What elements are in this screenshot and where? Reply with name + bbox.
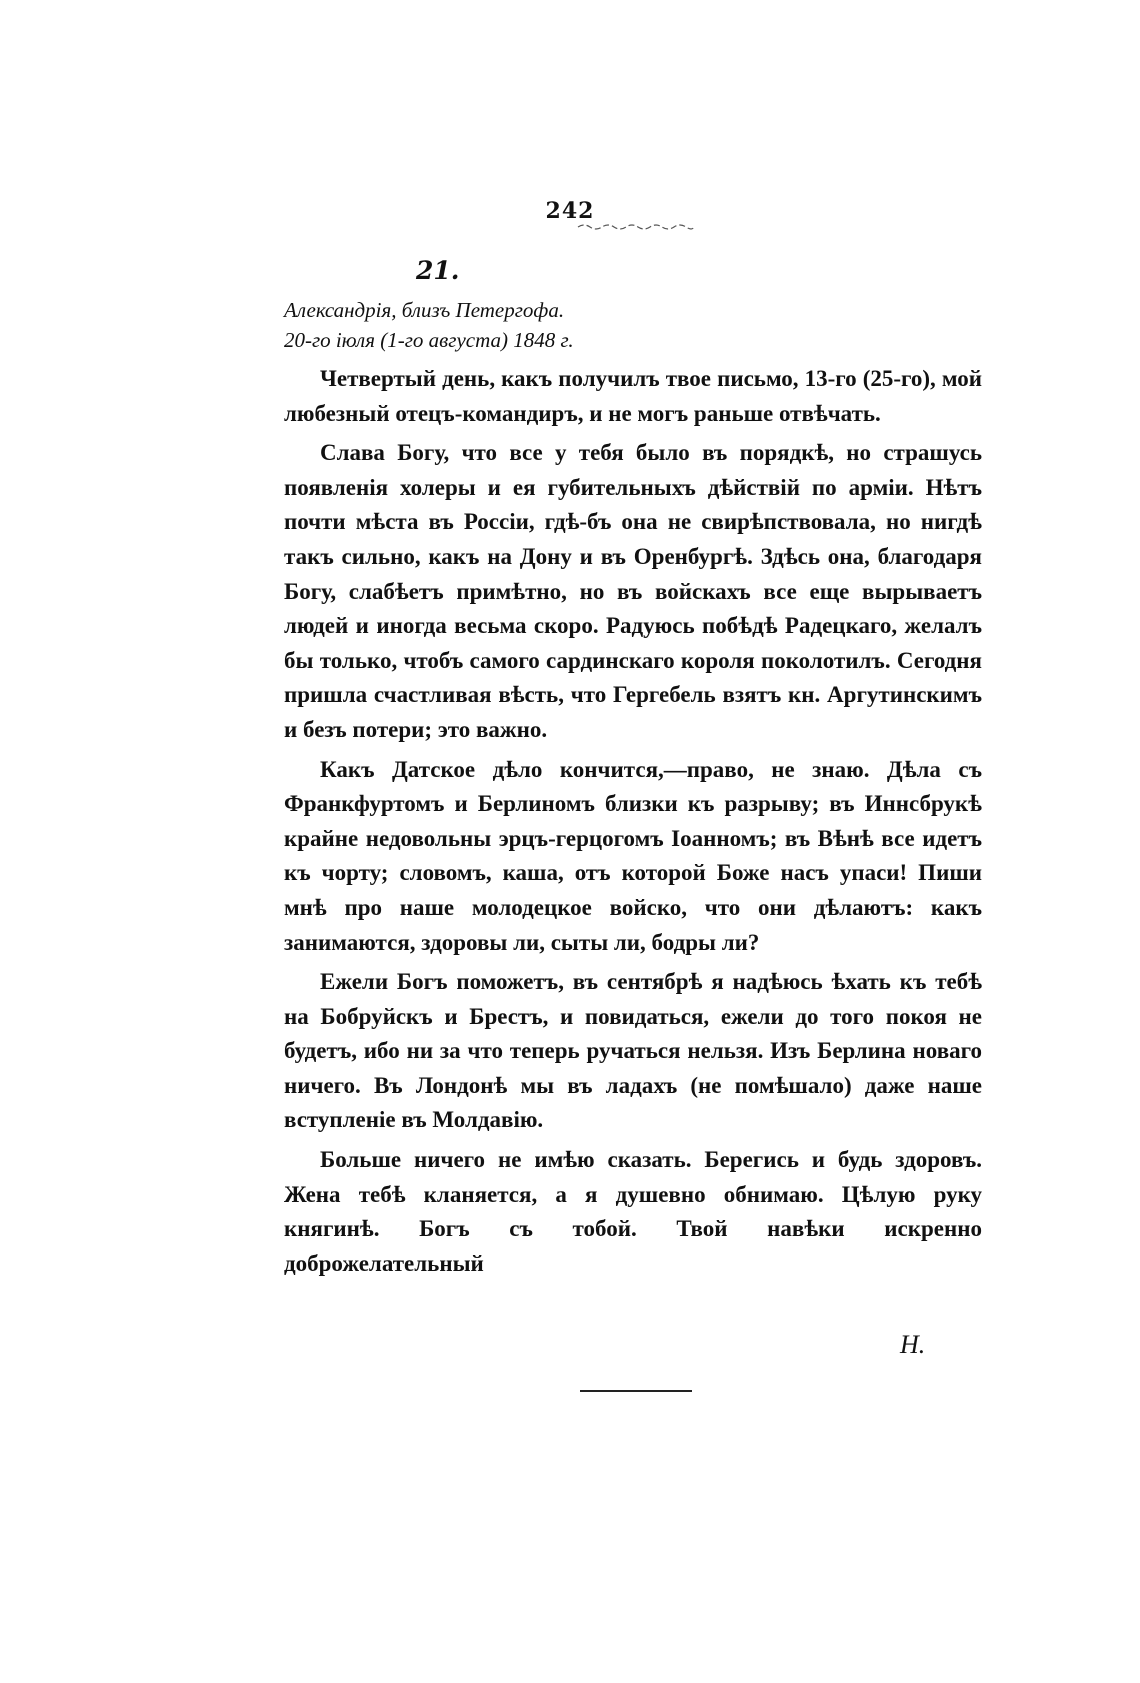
signature: Н. bbox=[900, 1330, 926, 1359]
end-divider bbox=[580, 1390, 692, 1392]
paragraph: Ежели Богъ поможетъ, въ сентябрѣ я надѣюсь ѣхать къ тебѣ на Бобруйскъ и Брестъ, и повидаться, ежели до того покоя не будетъ, ибо ни за что теперь ручаться нельзя. Изъ Берлина новаго ничего. Въ Лондонѣ мы въ ладахъ (не помѣшало) даже наше вступленіе въ Молдавію. bbox=[284, 969, 982, 1133]
page-number-ornament bbox=[576, 222, 696, 232]
letter-number: 21. bbox=[416, 256, 460, 285]
letter-place: Александрія, близъ Петергофа. bbox=[284, 298, 565, 322]
letter-body bbox=[284, 362, 982, 1286]
paragraph: Слава Богу, что все у тебя было въ порядкѣ, но страшусь появленія холеры и ея губительныхъ дѣйствій по арміи. Нѣтъ почти мѣста въ Россіи, гдѣ-бъ она не свирѣпствовала, но нигдѣ такъ сильно, какъ на Дону и въ Оренбургѣ. Здѣсь она, благодаря Богу, слабѣетъ примѣтно, но въ войскахъ все еще вырываетъ людей и иногда весьма скоро. Радуюсь побѣдѣ Радецкаго, желалъ бы только, чтобъ самого сардинскаго короля поколотилъ. Сегодня пришла счастливая вѣсть, что Гергебель взятъ кн. Аргутинскимъ и безъ потери; это важно. bbox=[284, 440, 982, 742]
letter-date: 20-го іюля (1-го августа) 1848 г. bbox=[284, 328, 574, 352]
page-number: 242 bbox=[545, 198, 595, 224]
paragraph: Какъ Датское дѣло кончится,—право, не знаю. Дѣла съ Франкфуртомъ и Берлиномъ близки къ разрыву; въ Иннсбрукѣ крайне недовольны эрцъ-герцогомъ Іоанномъ; въ Вѣнѣ все идетъ къ чорту; словомъ, каша, отъ которой Боже насъ упаси! Пиши мнѣ про наше молодецкое войско, что они дѣлаютъ: какъ занимаются, здоровы ли, сыты ли, бодры ли? bbox=[284, 756, 982, 955]
paragraph: Четвертый день, какъ получилъ твое письмо, 13-го (25-го), мой любезный отецъ-командиръ, и не могъ раньше отвѣчать. bbox=[284, 366, 982, 426]
paragraph: Больше ничего не имѣю сказать. Берегись и будь здоровъ. Жена тебѣ кланяется, а я душевно обнимаю. Цѣлую руку княгинѣ. Богъ съ тобой. Твой навѣки искренно доброжелательный bbox=[284, 1147, 982, 1276]
